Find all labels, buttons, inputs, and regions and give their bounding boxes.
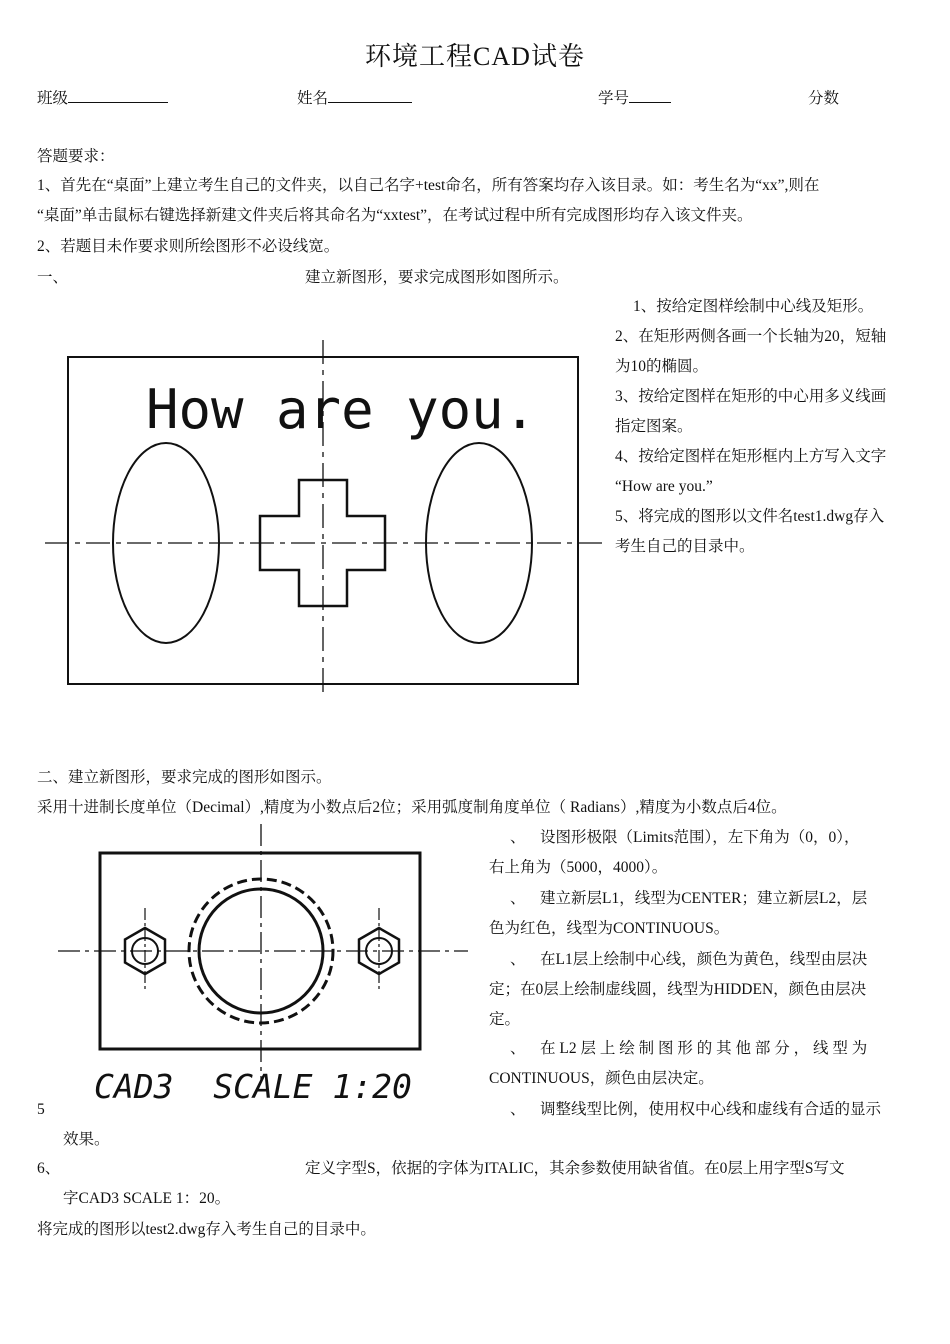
q1-step: 指定图案。 bbox=[615, 418, 693, 435]
q2-step-6b: 字CAD3 SCALE 1：20。 bbox=[63, 1190, 231, 1207]
q2-step-marker: 、 bbox=[510, 890, 526, 907]
q2-save-instruction: 将完成的图形以test2.dwg存入考生自己的目录中。 bbox=[37, 1221, 376, 1238]
id-label: 学号 bbox=[598, 90, 630, 107]
q1-number: 一、 bbox=[37, 269, 69, 286]
q2-step-2a: 建立新层L1，线型为CENTER；建立新层L2，层 bbox=[540, 890, 868, 907]
q2-intro: 二、建立新图形，要求完成的图形如图示。 bbox=[37, 769, 332, 786]
q1-step: 4、按给定图样在矩形框内上方写入文字 bbox=[615, 448, 887, 465]
q2-number-6: 6、 bbox=[37, 1160, 61, 1177]
q2-step-4a: 在 L2 层 上 绘 制 图 形 的 其 他 部 分 ， 线 型 为 bbox=[540, 1040, 868, 1057]
q2-step-marker: 、 bbox=[510, 829, 526, 846]
q2-number-5: 5 bbox=[37, 1101, 45, 1118]
q1-step: 3、按给定图样在矩形的中心用多义线画 bbox=[615, 388, 887, 405]
class-label: 班级 bbox=[37, 90, 69, 107]
q1-step: “How are you.” bbox=[615, 478, 713, 495]
q2-step-1a: 设图形极限（Limits范围），左下角为（0，0）， bbox=[540, 829, 860, 846]
q2-step-6a: 定义字型S，依据的字体为ITALIC，其余参数使用缺省值。在0层上用字型S写文 bbox=[305, 1160, 845, 1177]
q2-step-marker: 、 bbox=[510, 1040, 526, 1057]
q2-units: 采用十进制长度单位（Decimal）,精度为小数点后2位；采用弧度制角度单位（ Radians）,精度为小数点后4位。 bbox=[37, 799, 787, 816]
q2-step-4b: CONTINUOUS，颜色由层决定。 bbox=[489, 1070, 714, 1087]
q1-step: 为10的椭圆。 bbox=[615, 358, 709, 375]
requirement-1b: “桌面”单击鼠标右键选择新建文件夹后将其命名为“xxtest”，在考试过程中所有完成图形均存入该文件夹。 bbox=[37, 207, 753, 224]
q2-step-3b: 定；在0层上绘制虚线圆，线型为HIDDEN，颜色由层决 bbox=[489, 981, 867, 998]
q1-step: 5、将完成的图形以文件名test1.dwg存入 bbox=[615, 508, 885, 525]
q1-step: 2、在矩形两侧各画一个长轴为20，短轴 bbox=[615, 328, 887, 345]
q2-step-3c: 定。 bbox=[489, 1011, 521, 1028]
q2-step-3a: 在L1层上绘制中心线，颜色为黄色，线型由层决 bbox=[540, 951, 868, 968]
q2-step-marker: 、 bbox=[510, 1101, 526, 1118]
q2-drawing-text: CAD3 SCALE 1:20 bbox=[94, 1067, 412, 1106]
q1-drawing-text: How are you. bbox=[146, 378, 537, 441]
q1-step: 1、按给定图样绘制中心线及矩形。 bbox=[633, 298, 874, 315]
page-title: 环境工程CAD试卷 bbox=[365, 42, 585, 71]
q2-step-2b: 色为红色，线型为CONTINUOUS。 bbox=[489, 920, 730, 937]
requirements-heading: 答题要求： bbox=[37, 148, 115, 165]
name-label: 姓名 bbox=[297, 90, 329, 107]
q1-step: 考生自己的目录中。 bbox=[615, 538, 755, 555]
q2-step-5b: 效果。 bbox=[63, 1131, 110, 1148]
score-label: 分数 bbox=[808, 90, 840, 107]
q2-step-5a: 调整线型比例，使用权中心线和虚线有合适的显示 bbox=[540, 1101, 882, 1118]
q2-step-1b: 右上角为（5000，4000）。 bbox=[489, 859, 668, 876]
q2-step-marker: 、 bbox=[510, 951, 526, 968]
requirement-2: 2、若题目未作要求则所绘图形不必设线宽。 bbox=[37, 238, 340, 255]
q1-intro: 建立新图形，要求完成图形如图所示。 bbox=[305, 269, 569, 286]
requirement-1a: 1、首先在“桌面”上建立考生自己的文件夹，以自己名字+test命名，所有答案均存入该目录。如：考生名为“xx”,则在 bbox=[37, 177, 820, 194]
